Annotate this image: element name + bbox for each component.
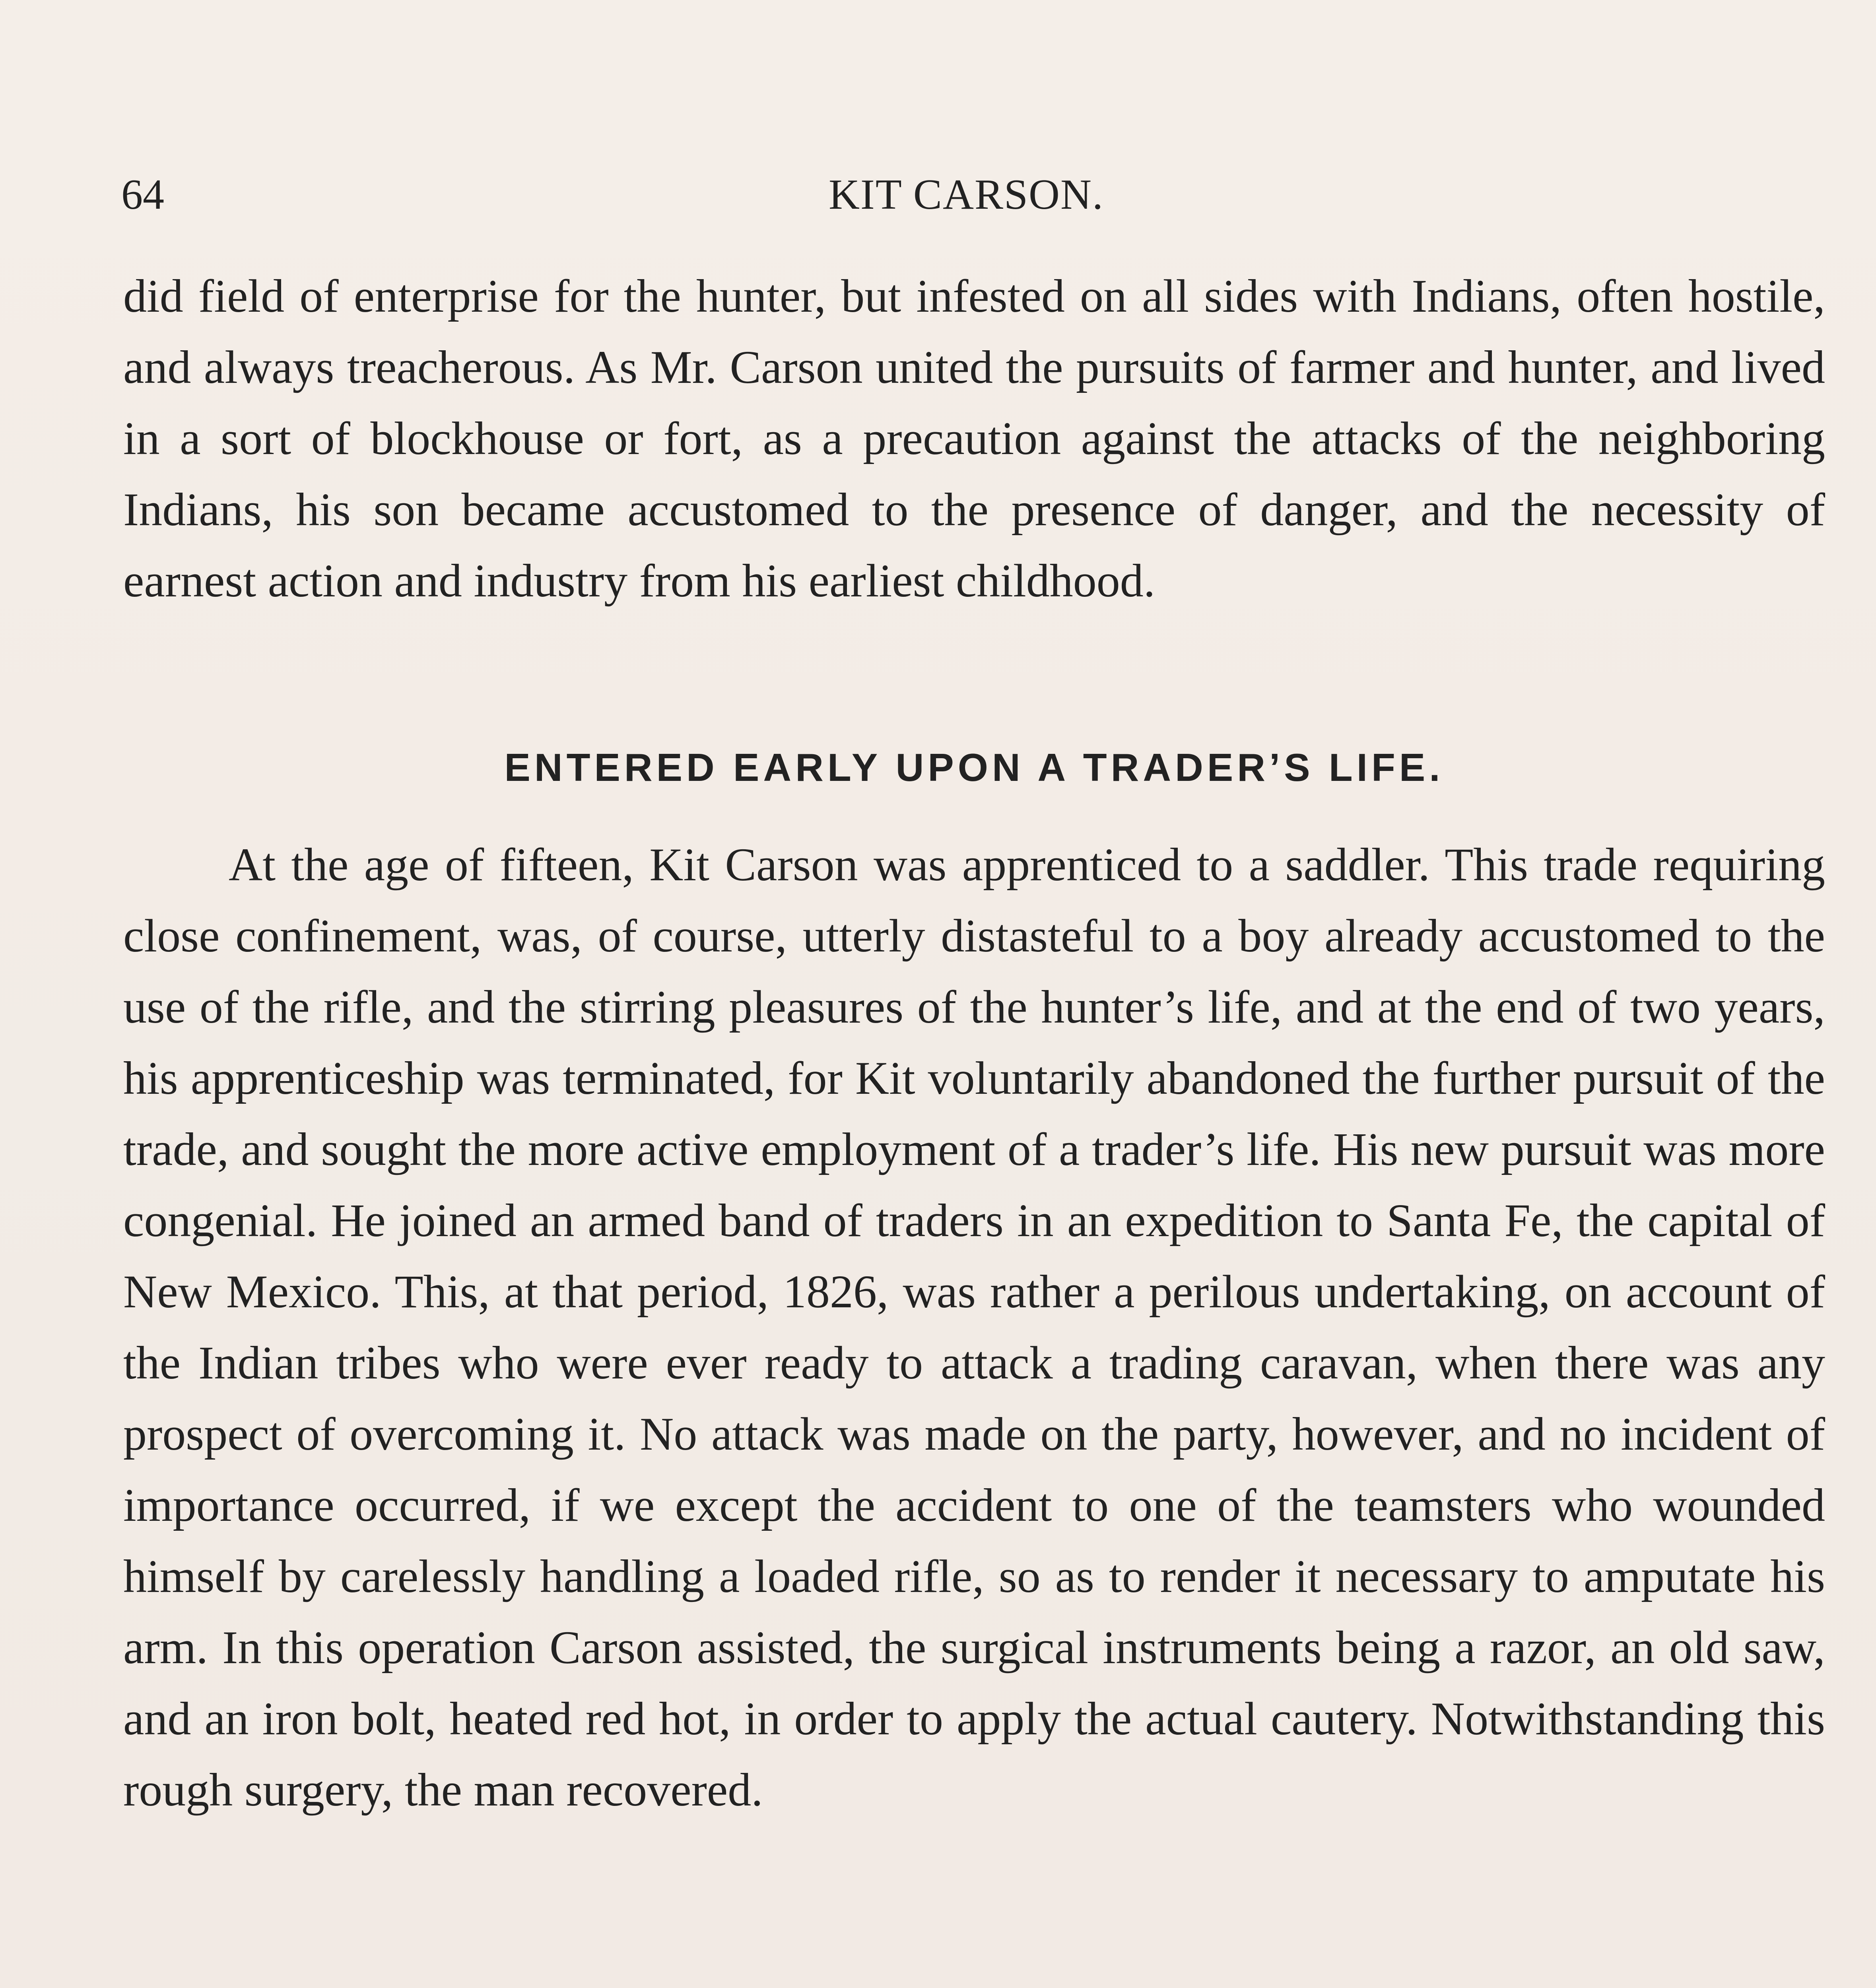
- paragraph-block-apprenticeship: [123, 829, 1825, 1825]
- paragraph-apprenticeship: At the age of fifteen, Kit Carson was apprenticed to a saddler. This trade requiring close confinement, was, of course, utterly distasteful to a boy already accustomed to the use of the rifle, and the stirring pleasures of the hunter’s life, and at the end of two years, his apprenticeship was terminated, for Kit voluntarily abandoned the further pursuit of the trade, and sought the more active employment of a trader’s life. His new pursuit was more congenial. He joined an armed band of traders in an expedition to Santa Fe, the capital of New Mexico. This, at that period, 1826, was rather a perilous undertaking, on account of the Indian tribes who were ever ready to attack a trading caravan, when there was any prospect of overcoming it. No attack was made on the party, however, and no incident of importance occurred, if we except the accident to one of the teamsters who wounded himself by carelessly handling a loaded rifle, so as to render it necessary to amputate his arm. In this operation Carson assisted, the surgical instruments being a razor, an old saw, and an iron bolt, heated red hot, in order to apply the actual cautery. Notwithstanding this rough surgery, the man recovered.: [123, 839, 1825, 1816]
- running-title: KIT CARSON.: [828, 171, 1104, 218]
- running-head: [121, 159, 1831, 231]
- page-number: 64: [121, 171, 164, 218]
- paragraph-block-continued: [123, 260, 1825, 616]
- paragraph-continued: did field of enterprise for the hunter, but infested on all sides with Indians, often hostile, and always treacherous. As Mr. Carson united the pursuits of farmer and hunter, and lived in a sort of blockhouse or fort, as a precaution against the attacks of the neighboring Indians, his son became accustomed to the presence of danger, and the necessity of earnest action and industry from his earliest childhood.: [123, 270, 1825, 607]
- section-heading: ENTERED EARLY UPON A TRADER’S LIFE.: [504, 746, 1444, 789]
